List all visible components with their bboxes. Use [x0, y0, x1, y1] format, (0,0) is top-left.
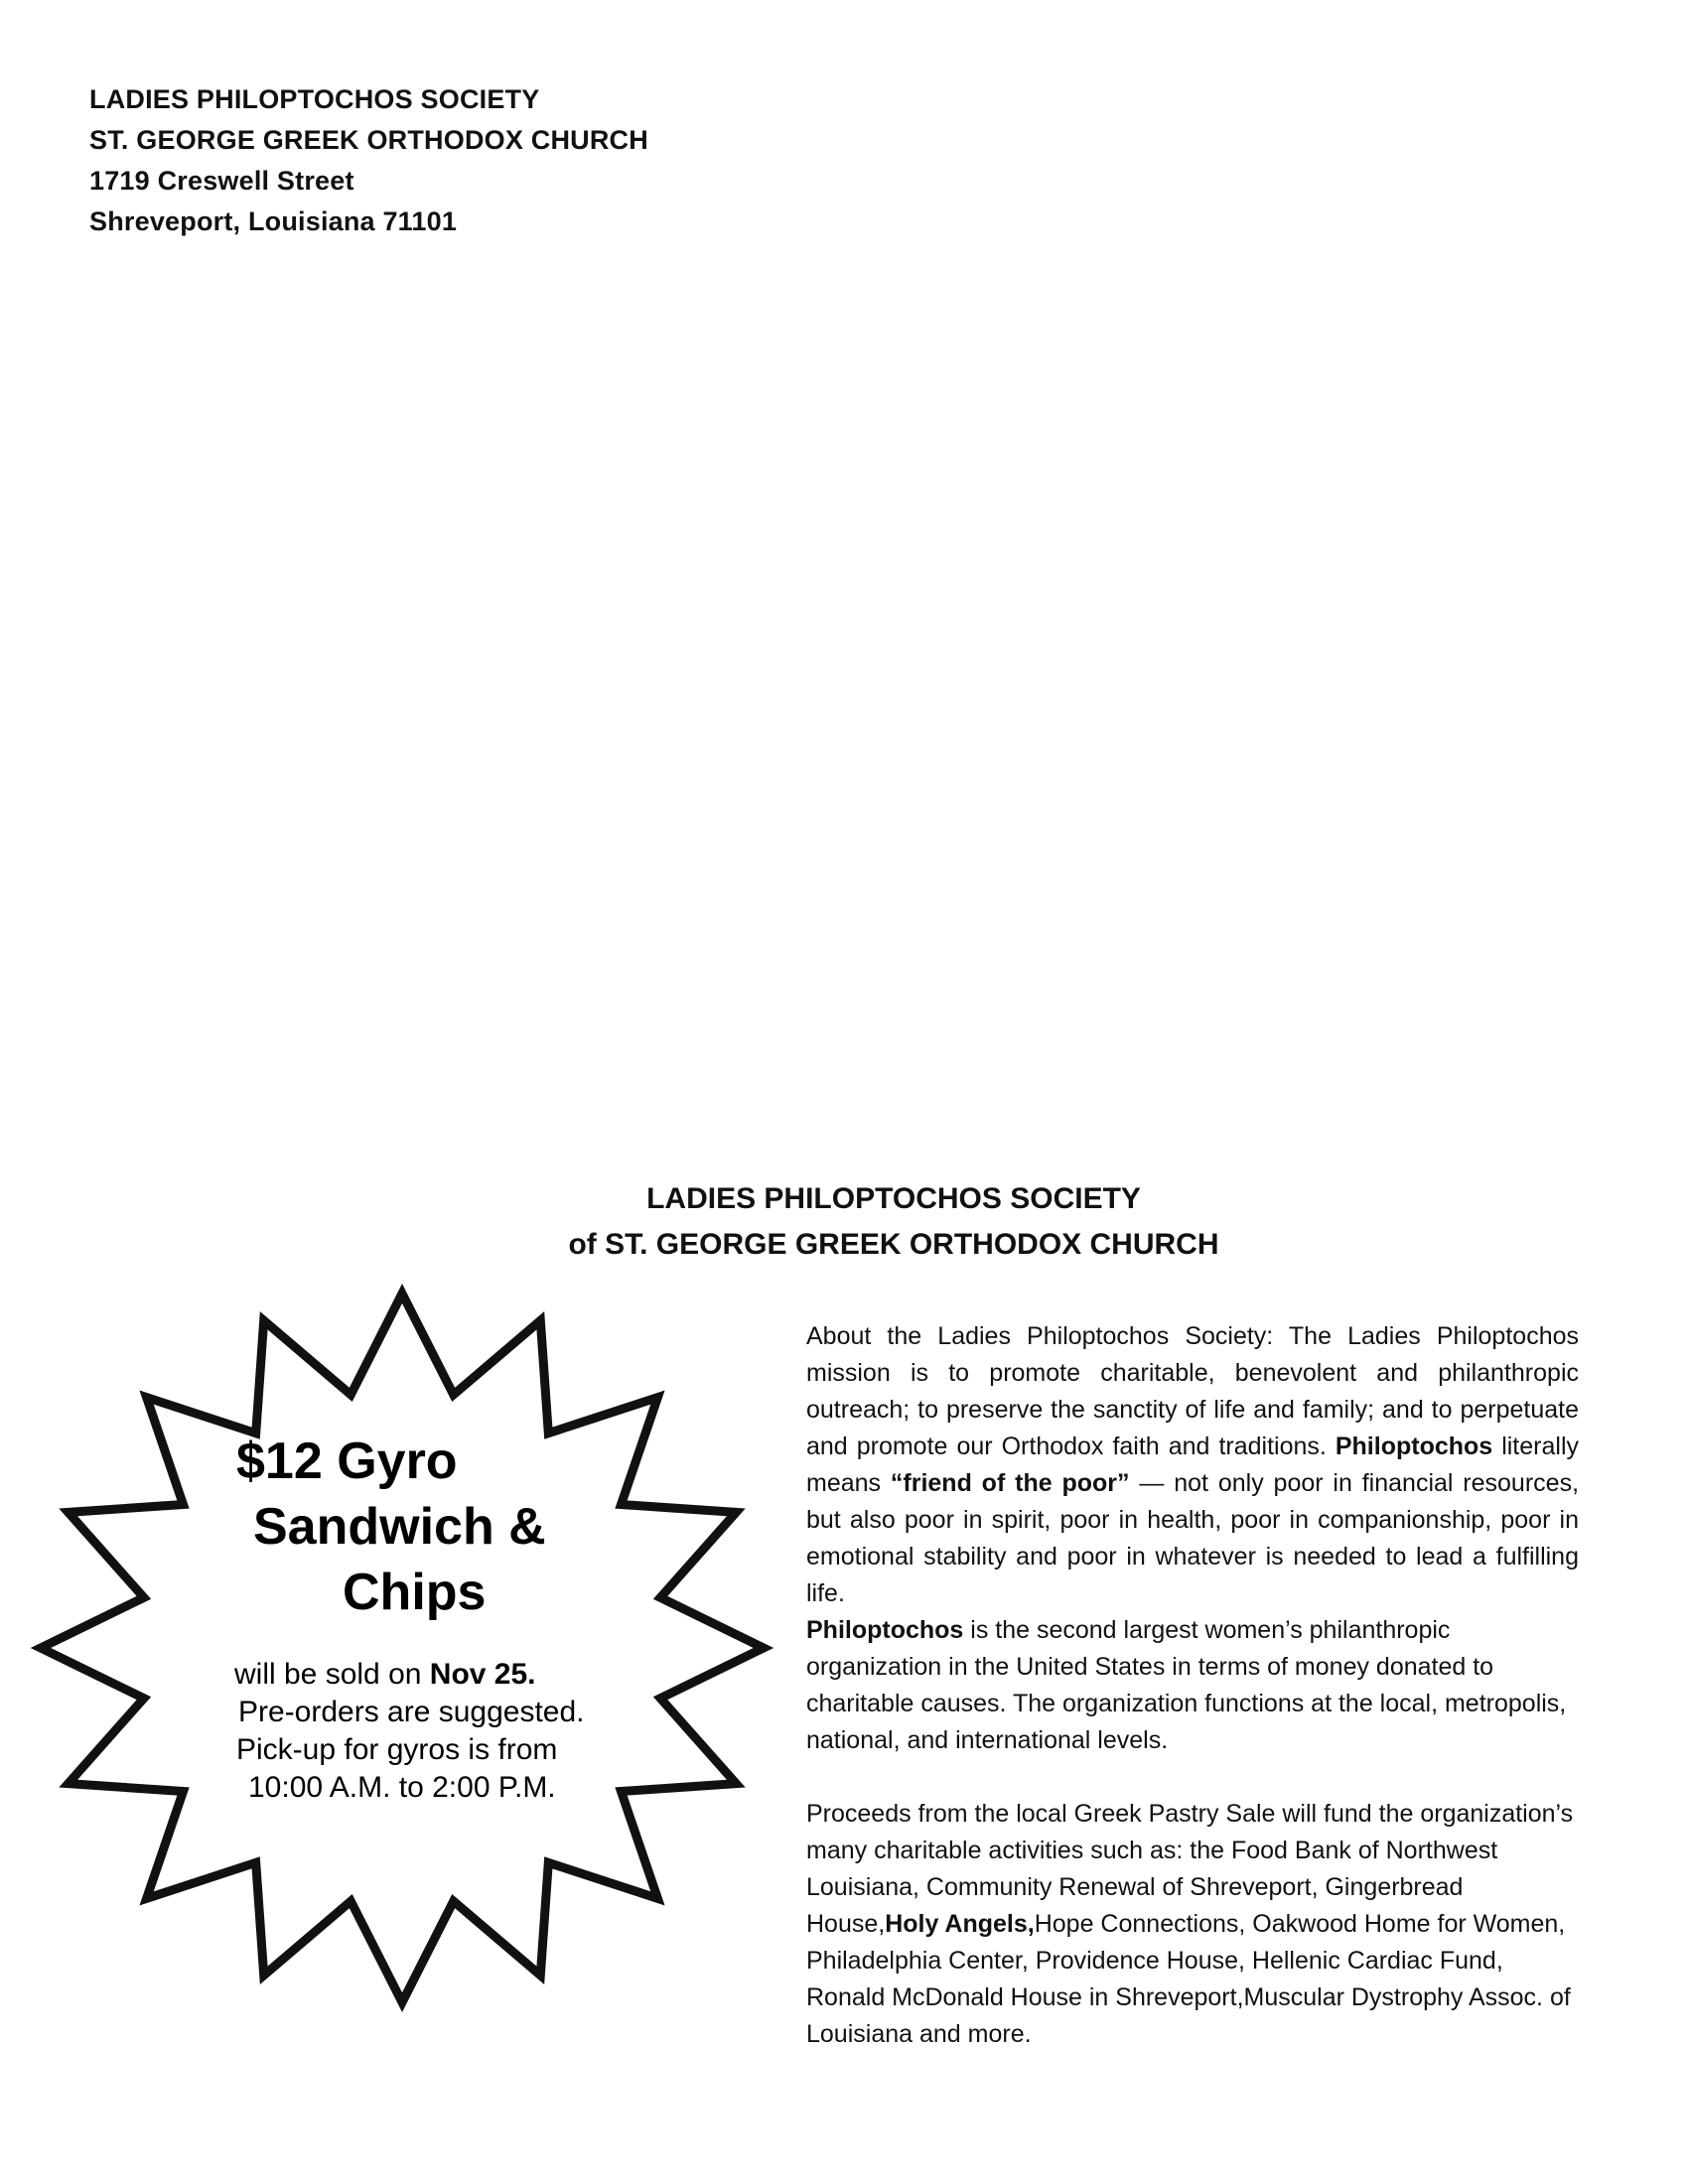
about-proceeds-start: Proceeds from the local Greek Pastry Sale will fund the organization’s many charitable activities such as: the Food Bank of Northwest Louisiana, Community Renewal of Shreveport, Gingerbread House,: [806, 1800, 1574, 1938]
about-means: literally means: [806, 1433, 1579, 1497]
return-address: [89, 79, 648, 242]
gyro-starburst: [0, 1281, 794, 2055]
about-mission-intro: About the Ladies Philoptochos Society: The Ladies Philoptochos mission is to promote charitable, benevolent and philanthropic outreach; to preserve the sanctity of life and family; and to perpetuate and promote our Orthodox faith and traditions.: [806, 1322, 1579, 1460]
about-term: Philoptochos: [1335, 1433, 1493, 1460]
about-organization-term: Philoptochos: [806, 1616, 964, 1644]
about-paragraph-mission: [806, 1318, 1579, 1612]
starburst-headline-chips: Chips: [343, 1564, 487, 1621]
starburst-sold-prefix: will be sold on: [234, 1658, 430, 1691]
starburst-preorder: Pre-orders are suggested.: [238, 1696, 585, 1728]
about-quote: “friend of the poor”: [890, 1469, 1130, 1497]
flyer-heading-line2: of ST. GEORGE GREEK ORTHODOX CHURCH: [568, 1228, 1219, 1261]
about-organization-text: is the second largest women’s philanthropic organization in the United States in terms of money donated to charitable causes. The organization functions at the local, metropolis, national, and international levels.: [806, 1616, 1567, 1754]
return-address-church: ST. GEORGE GREEK ORTHODOX CHURCH: [89, 125, 648, 155]
about-proceeds-end: Hope Connections, Oakwood Home for Women, Philadelphia Center, Providence House, Hellenic Cardiac Fund, Ronald McDonald House in Shreveport,Muscular Dystrophy Assoc. of Louisiana and more.: [806, 1910, 1571, 2048]
starburst-sold-date: [234, 1656, 536, 1694]
about-mission-rest: — not only poor in financial resources, but also poor in spirit, poor in health, poor in companionship, poor in emotional stability and poor in whatever is needed to lead a fulfilling life.: [806, 1469, 1580, 1607]
starburst-pickup: Pick-up for gyros is from: [236, 1733, 558, 1766]
starburst-headline-price: $12 Gyro: [236, 1433, 458, 1490]
return-address-street: 1719 Creswell Street: [89, 166, 354, 196]
about-proceeds-holy-angels: Holy Angels,: [885, 1910, 1035, 1938]
about-section: [806, 1318, 1579, 2053]
return-address-city: Shreveport, Louisiana 71101: [89, 206, 458, 236]
flyer-heading: [496, 1176, 1291, 1268]
starburst-headline-sandwich: Sandwich &: [253, 1498, 546, 1556]
about-paragraph-organization: [806, 1612, 1579, 1759]
starburst-date: Nov 25.: [429, 1658, 536, 1691]
flyer-heading-line1: LADIES PHILOPTOCHOS SOCIETY: [646, 1182, 1141, 1215]
starburst-hours: 10:00 A.M. to 2:00 P.M.: [248, 1771, 556, 1804]
paragraph-gap: [806, 1759, 1579, 1796]
about-paragraph-proceeds: [806, 1796, 1579, 2053]
return-address-org: LADIES PHILOPTOCHOS SOCIETY: [89, 84, 540, 114]
